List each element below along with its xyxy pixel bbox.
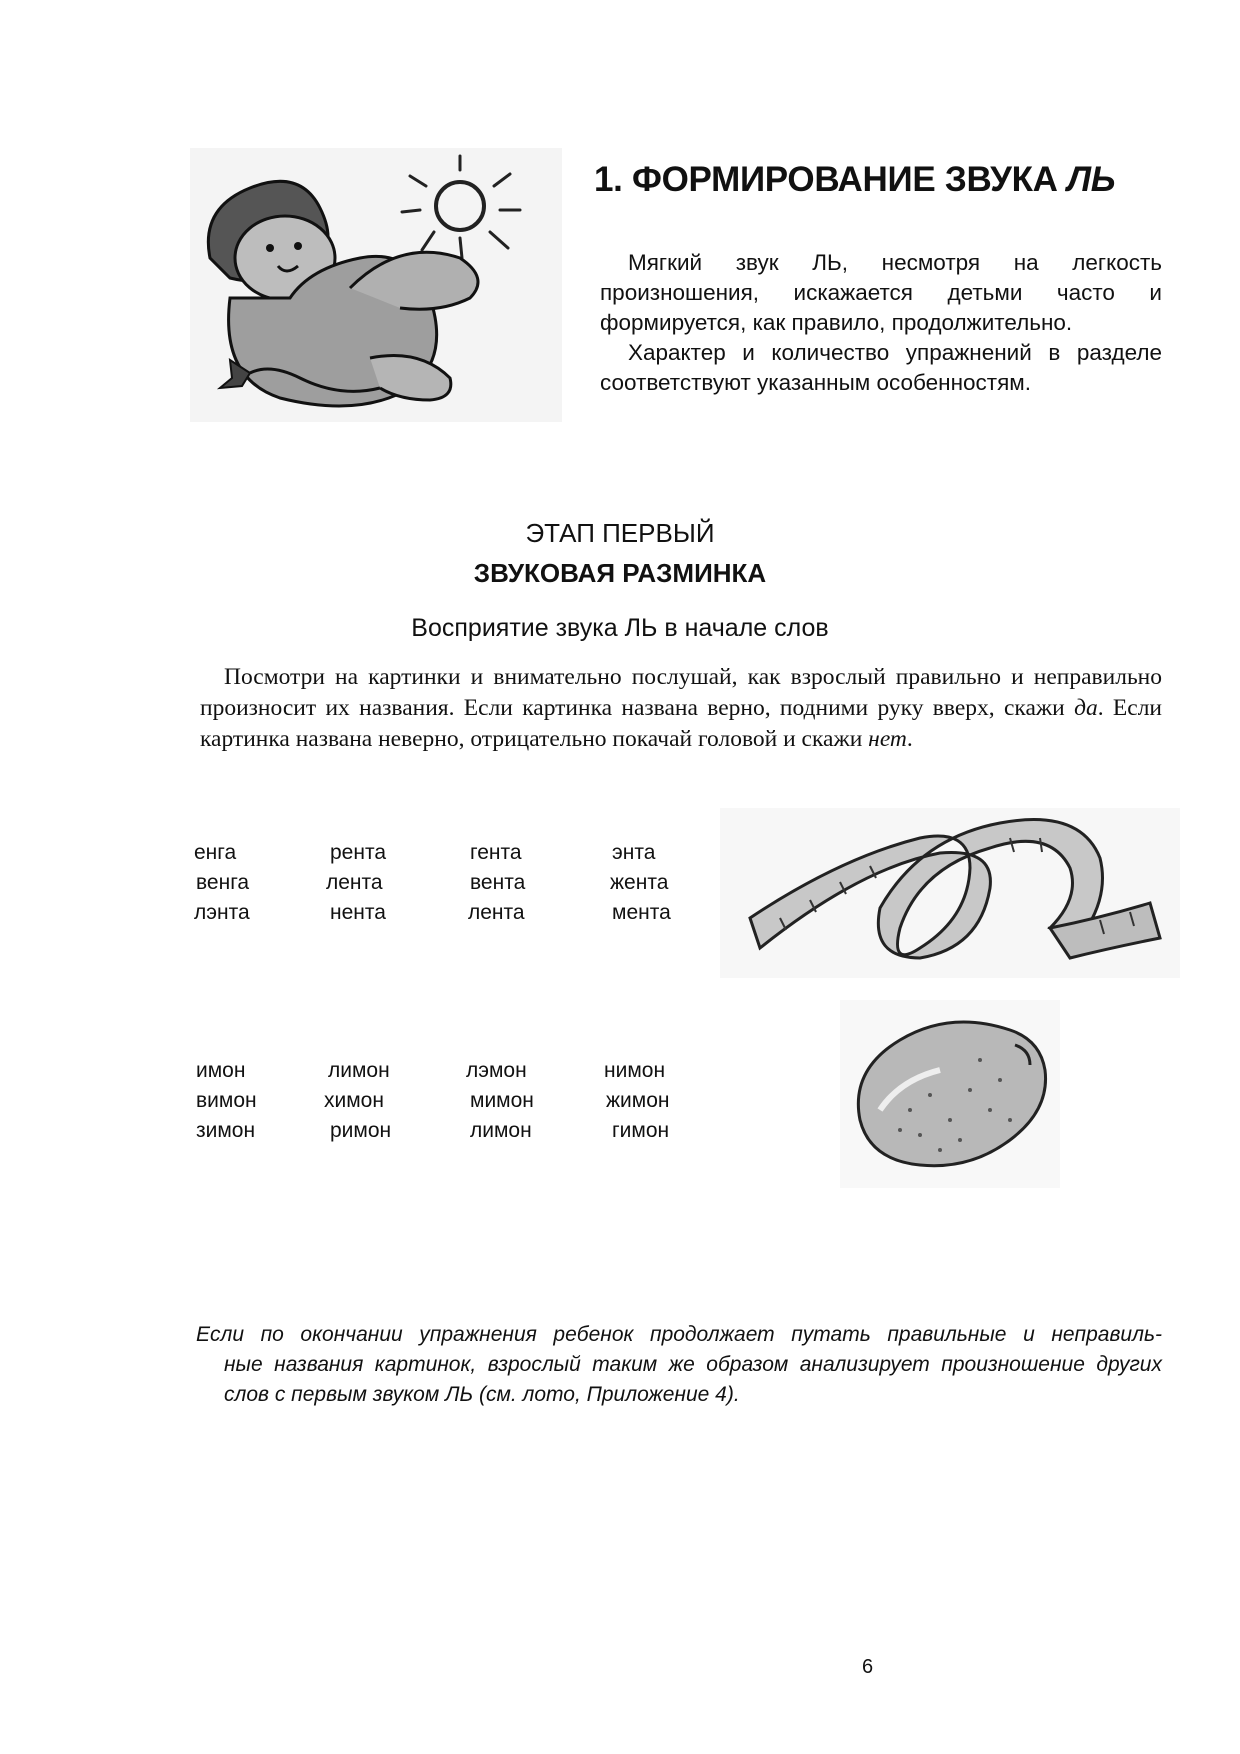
chapter-title-main: 1. ФОРМИРОВАНИЕ ЗВУКА	[594, 160, 1058, 199]
word: лента	[468, 901, 525, 924]
word: жента	[610, 871, 669, 894]
chapter-title-sound: ЛЬ	[1067, 160, 1116, 199]
lemon-illustration	[840, 1000, 1060, 1188]
word: имон	[196, 1059, 246, 1082]
page-number: 6	[862, 1656, 874, 1678]
instruction-no-word: нет	[868, 726, 907, 752]
word: лимон	[470, 1119, 532, 1142]
word: лимон	[328, 1059, 390, 1082]
instruction-part-1: Посмотри на картинки и внимательно послушай, как взрослый правильно и неправильно произносит их названия. Если картинка названа верно, подними руку вверх, скажи	[200, 664, 1162, 721]
word: лэмон	[466, 1059, 527, 1082]
stage-label: ЭТАП ПЕРВЫЙ	[525, 518, 715, 548]
word: мимон	[470, 1089, 534, 1112]
word: вимон	[196, 1089, 257, 1112]
word: энта	[612, 841, 656, 864]
section-heading: Восприятие звука ЛЬ в начале слов	[411, 614, 829, 642]
instruction-part-3: .	[906, 726, 913, 752]
word: рента	[330, 841, 387, 864]
word: римон	[330, 1119, 392, 1142]
instruction-text	[200, 662, 1162, 755]
word: химон	[324, 1089, 384, 1112]
word: венга	[196, 871, 250, 894]
teacher-note-line-1: Если по окончании упражнения ребенок продолжает путать правильные и неправиль-	[196, 1323, 1162, 1346]
intro-paragraph-2: Характер и количество упражнений в разделе соответствуют указанным особенностям.	[600, 340, 1162, 395]
teacher-note	[196, 1320, 1162, 1410]
intro-text	[600, 248, 1162, 398]
word: енга	[194, 841, 237, 864]
teacher-note-rest: ные названия картинок, взрослый таким же образом анализирует произношение других слов с первым звуком ЛЬ (см. лото, Приложение 4).	[224, 1353, 1162, 1406]
word: нента	[330, 901, 386, 924]
stage-title: ЗВУКОВАЯ РАЗМИНКА	[473, 558, 767, 588]
word: гимон	[612, 1119, 670, 1142]
word: лэнта	[194, 901, 250, 924]
instruction-yes-word: да	[1074, 695, 1098, 721]
word: лента	[326, 871, 383, 894]
chapter-title	[594, 160, 1115, 200]
intro-paragraph-1: Мягкий звук ЛЬ, несмотря на легкость произношения, искажается детьми часто и формируется, как правило, продолжительно.	[600, 250, 1162, 335]
word: жимон	[606, 1089, 670, 1112]
word: зимон	[196, 1119, 256, 1142]
word: вента	[470, 871, 526, 894]
lion-illustration	[190, 148, 562, 422]
ribbon-illustration	[720, 808, 1180, 978]
word: гента	[470, 841, 522, 864]
instruction-part-2: . Если картинка названа неверно, отрицательно покачай головой и скажи	[200, 695, 1162, 752]
word: мента	[612, 901, 671, 924]
word: нимон	[604, 1059, 666, 1082]
